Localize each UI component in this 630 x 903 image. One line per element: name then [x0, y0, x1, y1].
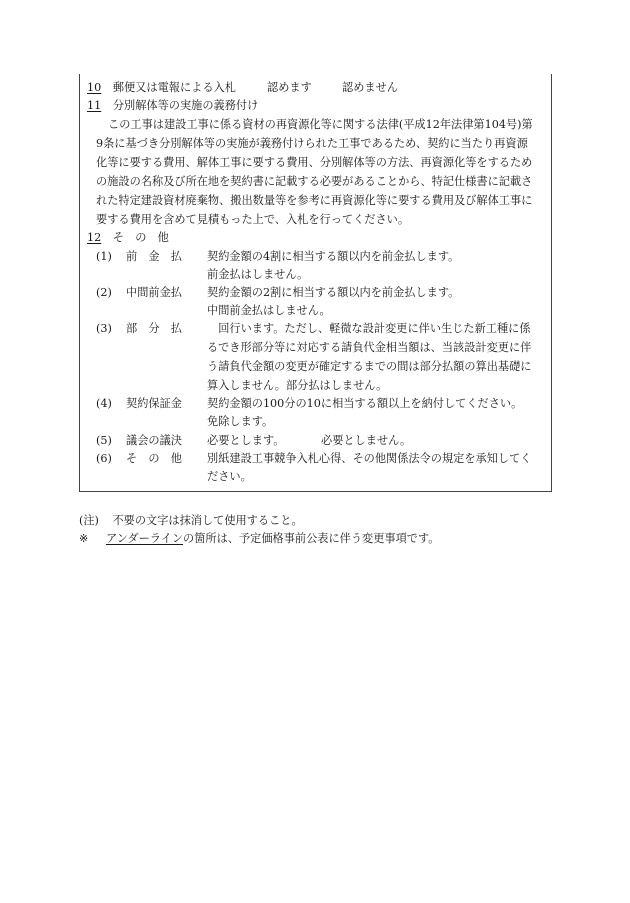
section-11-line-4: の施設の名称及び所在地を契約書に記載する必要があることから、特記仕様書に記載さ	[96, 175, 533, 188]
section-12-number: 12	[87, 231, 102, 244]
item-4-line-1: 契約金額の100分の10に相当する額以上を納付してください。	[207, 397, 523, 410]
section-11-line-1: この工事は建設工事に係る資材の再資源化等に関する法律(平成12年法律第104号)第	[108, 118, 533, 131]
item-4-number: (4)	[96, 397, 112, 410]
section-10-number: 10	[87, 81, 102, 94]
item-2-number: (2)	[96, 286, 112, 299]
note-1-prefix: (注)	[79, 514, 99, 527]
section-10-option-allow: 認めます	[267, 81, 312, 94]
item-5-option-not-required: 必要としません。	[321, 434, 412, 447]
item-4-line-2: 免除します。	[207, 415, 274, 428]
section-11-line-5: れた特定建設資材廃棄物、搬出数量等を参考に再資源化等に要する費用及び解体工事に	[96, 194, 533, 207]
item-3-number: (3)	[96, 322, 112, 335]
section-11-line-3: 化等に要する費用、解体工事に要する費用、分別解体等の方法、再資源化等をするため	[96, 156, 533, 169]
section-12-title: そ の 他	[112, 231, 169, 244]
section-10-title: 郵便又は電報による入札	[112, 81, 236, 94]
item-1-line-1: 契約金額の4割に相当する額以内を前金払します。	[207, 250, 460, 263]
note-1	[79, 511, 303, 530]
item-3-line-1: 回行います。ただし、軽微な設計変更に伴い生じた新工種に係	[207, 322, 531, 335]
item-6-label: そ の 他	[126, 452, 182, 465]
note-2-rest-text: の箇所は、予定価格事前公表に伴う変更事項です。	[183, 532, 440, 545]
item-1-label: 前 金 払	[126, 250, 182, 263]
note-1-text: 不要の文字は抹消して使用すること。	[112, 514, 303, 527]
item-3-line-2: るでき形部分等に対応する請負代金相当額は、当該設計変更に伴	[207, 341, 532, 354]
item-3-line-3: う請負代金額の変更が確定するまでの間は部分払額の算出基礎に	[207, 360, 532, 373]
section-10-option-deny: 認めません	[342, 81, 398, 94]
item-1-number: (1)	[96, 250, 112, 263]
section-11-line-6: 要する費用を含めて見積もった上で、入札を行ってください。	[96, 213, 410, 226]
item-5-label: 議会の議決	[126, 434, 182, 447]
section-12-heading	[87, 228, 169, 247]
item-3-line-4: 算入しません。部分払はしません。	[207, 379, 388, 392]
item-5-option-required: 必要とします。	[207, 434, 285, 447]
item-6-line-2: ださい。	[207, 470, 252, 483]
item-2-line-1: 契約金額の2割に相当する額以内を前金払します。	[207, 286, 460, 299]
item-2-label: 中間前金払	[126, 286, 182, 299]
item-5-number: (5)	[96, 434, 112, 447]
item-6-line-1: 別紙建設工事競争入札心得、その他関係法令の規定を承知してく	[207, 452, 532, 465]
item-4-label: 契約保証金	[126, 397, 182, 410]
section-11-line-2: 9条に基づき分別解体等の実施が義務付けられた工事であるため、契約に当たり再資源	[96, 137, 528, 150]
section-11-title: 分別解体等の実施の義務付け	[112, 99, 259, 112]
section-11-heading	[87, 96, 258, 115]
note-2	[79, 529, 439, 548]
section-10	[87, 78, 236, 97]
item-1-line-2: 前金払はしません。	[207, 268, 309, 281]
note-2-underlined-text: アンダーライン	[105, 532, 184, 545]
item-3-label: 部 分 払	[126, 322, 182, 335]
note-2-mark: ※	[79, 532, 89, 545]
item-6-number: (6)	[96, 452, 112, 465]
section-11-number: 11	[87, 99, 102, 112]
item-2-line-2: 中間前金払はしません。	[207, 304, 331, 317]
